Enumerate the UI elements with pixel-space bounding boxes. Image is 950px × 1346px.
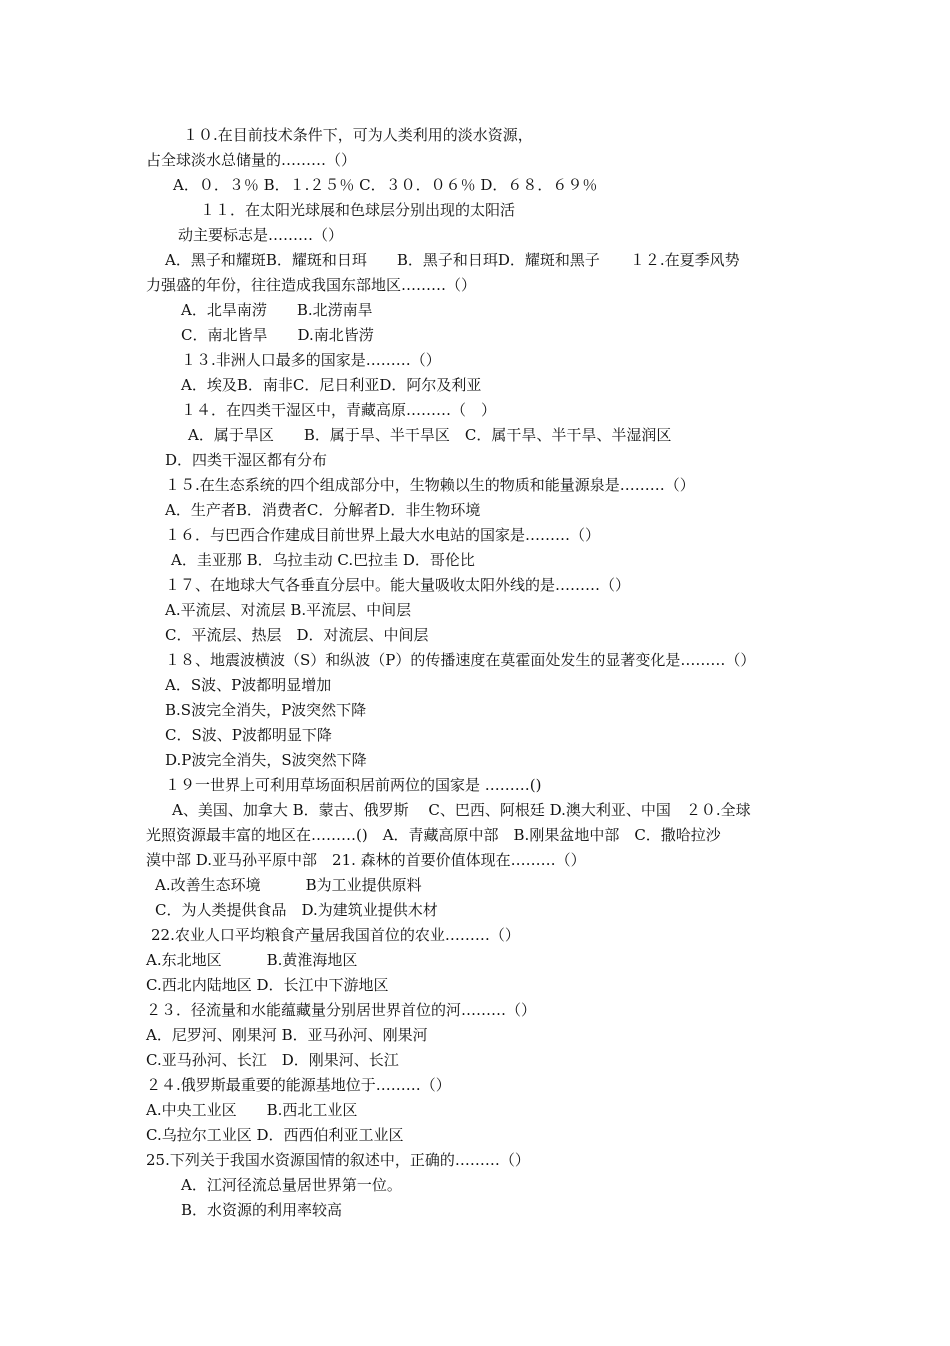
question-18-stem: １８、地震波横波（S）和纵波（P）的传播速度在莫霍面处发生的显著变化是………（） bbox=[165, 651, 756, 669]
question-21-options-cd: C．为人类提供食品 D.为建筑业提供木材 bbox=[155, 901, 438, 919]
question-14-stem: １４．在四类干湿区中，青藏高原………（ ） bbox=[181, 401, 497, 419]
question-22-options-cd: C.西北内陆地区 D．长江中下游地区 bbox=[146, 976, 389, 994]
question-24-stem: ２４.俄罗斯最重要的能源基地位于………（） bbox=[146, 1076, 451, 1094]
question-22-stem: 22.农业人口平均粮食产量居我国首位的农业………（） bbox=[151, 926, 520, 944]
question-18-option-c: C．S波、P波都明显下降 bbox=[165, 726, 332, 744]
question-16-options: A．圭亚那 B．乌拉圭动 C.巴拉圭 D．哥伦比 bbox=[171, 551, 475, 569]
question-11-stem-cont: 动主要标志是………（） bbox=[178, 226, 344, 244]
question-15-stem: １５.在生态系统的四个组成部分中，生物赖以生的物质和能量源泉是………（） bbox=[165, 476, 695, 494]
question-12-options-cd: C．南北皆旱 D.南北皆涝 bbox=[181, 326, 374, 344]
question-10-options: A．０．３％ B．１.２５％ C．３０．０６％ D．６８．６９％ bbox=[173, 176, 598, 194]
question-17-options-cd: C．平流层、热层 D．对流层、中间层 bbox=[165, 626, 429, 644]
question-19-stem: １９一世界上可利用草场面积居前两位的国家是 ………() bbox=[165, 776, 542, 794]
question-12-options-ab: A．北旱南涝 B.北涝南旱 bbox=[181, 301, 373, 319]
question-25-option-a: A．江河径流总量居世界第一位。 bbox=[181, 1176, 402, 1194]
question-11-options-q12-start: A．黑子和耀斑B．耀斑和日珥 B．黑子和日珥D．耀斑和黑子 １２.在夏季风势 bbox=[165, 251, 740, 269]
question-17-options-ab: A.平流层、对流层 B.平流层、中间层 bbox=[165, 601, 412, 619]
question-19-options-q20-start: A、美国、加拿大 B．蒙古、俄罗斯 C、巴西、阿根廷 D.澳大利亚、中国 ２０.全球 bbox=[172, 801, 751, 819]
question-18-option-b: B.S波完全消失，P波突然下降 bbox=[165, 701, 367, 719]
question-17-stem: １７、在地球大气各垂直分层中。能大量吸收太阳外线的是………（） bbox=[165, 576, 631, 594]
question-23-options-cd: C.亚马孙河、长江 D．刚果河、长江 bbox=[146, 1051, 399, 1069]
question-20-end-q21-stem: 漠中部 D.亚马孙平原中部 21. 森林的首要价值体现在………（） bbox=[146, 851, 586, 869]
question-18-option-d: D.P波完全消失，S波突然下降 bbox=[165, 751, 367, 769]
question-14-option-d: D．四类干湿区都有分布 bbox=[165, 451, 328, 469]
question-25-option-b: B．水资源的利用率较高 bbox=[181, 1201, 343, 1219]
question-16-stem: １６．与巴西合作建成目前世界上最大水电站的国家是………（） bbox=[165, 526, 601, 544]
question-13-stem: １３.非洲人口最多的国家是………（） bbox=[181, 351, 441, 369]
question-18-option-a: A．S波、P波都明显增加 bbox=[165, 676, 332, 694]
question-14-options-abc: A．属于旱区 B．属于旱、半干旱区 C．属干旱、半干旱、半湿润区 bbox=[188, 426, 672, 444]
question-11-stem: １１．在太阳光球展和色球层分别出现的太阳活 bbox=[200, 201, 516, 219]
question-23-stem: ２３．径流量和水能蕴藏量分别居世界首位的河………（） bbox=[146, 1001, 537, 1019]
question-22-options-ab: A.东北地区 B.黄淮海地区 bbox=[146, 951, 358, 969]
question-10-stem-cont: 占全球淡水总储量的………（） bbox=[146, 151, 357, 169]
question-15-options: A．生产者B．消费者C．分解者D．非生物环境 bbox=[165, 501, 481, 519]
question-10-stem: １０.在目前技术条件下，可为人类利用的淡水资源， bbox=[183, 126, 533, 144]
question-24-options-cd: C.乌拉尔工业区 D．西西伯利亚工业区 bbox=[146, 1126, 404, 1144]
question-23-options-ab: A．尼罗河、刚果河 B．亚马孙河、刚果河 bbox=[146, 1026, 428, 1044]
question-25-stem: 25.下列关于我国水资源国情的叙述中，正确的………（） bbox=[146, 1151, 530, 1169]
question-13-options: A．埃及B．南非C．尼日利亚D．阿尔及利亚 bbox=[181, 376, 482, 394]
question-21-options-ab: A.改善生态环境 B为工业提供原料 bbox=[155, 876, 422, 894]
question-12-stem-cont: 力强盛的年份，往往造成我国东部地区………（） bbox=[146, 276, 477, 294]
question-24-options-ab: A.中央工业区 B.西北工业区 bbox=[146, 1101, 358, 1119]
question-20-options: 光照资源最丰富的地区在………() A．青藏高原中部 B.刚果盆地中部 C．撒哈拉沙 bbox=[146, 826, 721, 844]
